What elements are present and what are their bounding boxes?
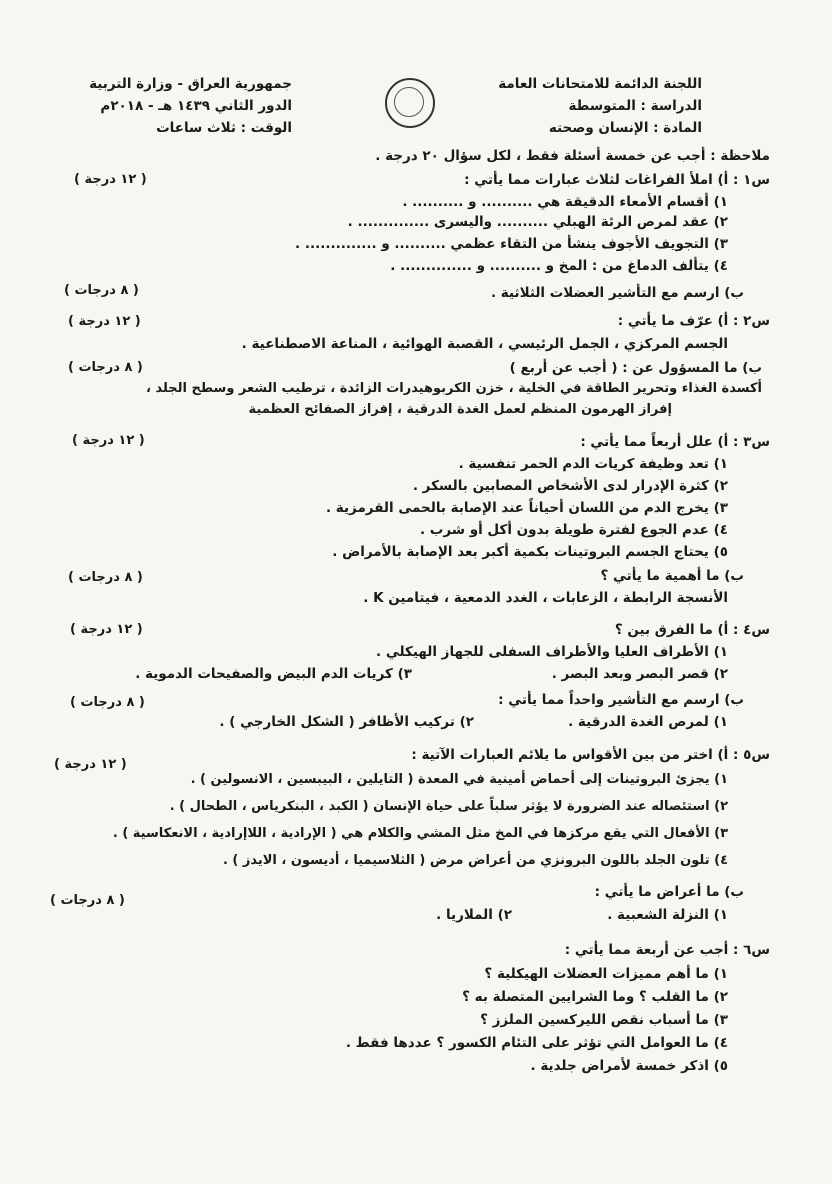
exam-note: ملاحظة : أجب عن خمسة أسئلة فقط ، لكل سؤال ٢٠ درجة .	[375, 148, 770, 164]
q5-item-4: ٤) تلون الجلد باللون البرونزي من أعراض مرض ( الثلاسيميا ، أديسون ، الايدز ) .	[222, 853, 728, 868]
q5-part-b-1: ١) النزلة الشعبية .	[607, 907, 728, 923]
q1-a-marks: ( ١٢ درجة )	[74, 172, 147, 187]
exam-time: الوقت : ثلاث ساعات	[156, 120, 292, 136]
q2-terms: الجسم المركزي ، الجمل الرئيسي ، القصبة الهوائية ، المناعة الاصطناعية .	[241, 336, 728, 352]
q1-item-3: ٣) التجويف الأجوف ينشأ من التقاء عظمي .......... و .............. .	[295, 236, 728, 252]
q5-b-marks: ( ٨ درجات )	[50, 893, 125, 908]
q5-item-1: ١) يجزئ البروتينات إلى أحماض أمينية في المعدة ( التايلين ، البيبسين ، الانسولين ) .	[190, 772, 728, 787]
q5-item-2: ٢) استئصاله عند الضرورة لا يؤثر سلباً على حياة الإنسان ( الكبد ، البنكرياس ، الطحال ) .	[169, 799, 728, 814]
q6-item-4: ٤) ما العوامل التي تؤثر على التئام الكسور ؟ عددها فقط .	[345, 1035, 728, 1051]
q4-heading: س٤ : أ) ما الفرق بين ؟	[614, 622, 770, 638]
q4-part-b-1: ١) لمرص الغدة الدرقية .	[568, 714, 728, 730]
q3-item-2: ٢) كثرة الإدرار لدى الأشخاص المصابين بالسكر .	[412, 478, 728, 494]
subject-name: المادة : الإنسان وصحته	[548, 120, 702, 136]
q6-item-1: ١) ما أهم مميزات العضلات الهيكلية ؟	[484, 966, 728, 982]
q3-part-b: ب) ما أهمية ما يأتي ؟	[600, 568, 744, 584]
q3-a-marks: ( ١٢ درجة )	[72, 433, 145, 448]
q1-item-2: ٢) عقد لمرص الرئة الهبلي .......... واليسرى .............. .	[347, 214, 728, 230]
q1-heading: س١ : أ) املأ الفراغات لثلاث عبارات مما يأتي :	[464, 172, 770, 188]
q3-part-b-terms: الأنسجة الرابطة ، الزعابات ، الغدد الدمعية ، فيتامين K .	[363, 590, 728, 606]
q2-part-b-line-1: أكسدة الغذاء وتحرير الطاقة في الخلية ، خزن الكربوهيدرات الزائدة ، ترطيب الشعر وسطح الجلد ،	[146, 381, 762, 396]
q3-item-5: ٥) يحتاج الجسم البروتينات بكمية أكبر بعد الإصابة بالأمراض .	[332, 544, 728, 560]
q2-part-b-line-2: إفراز الهرمون المنظم لعمل الغدة الدرقية ، إفراز الصفائح العظمية	[248, 402, 672, 417]
q3-item-4: ٤) عدم الجوع لفترة طويلة بدون أكل أو شرب .	[419, 522, 728, 538]
q6-item-5: ٥) اذكر خمسة لأمراض جلدية .	[530, 1058, 728, 1074]
q3-heading: س٣ : أ) علل أربعاً مما يأتي :	[580, 434, 770, 450]
q4-part-b-2: ٢) تركيب الأظافر ( الشكل الخارجي ) .	[219, 714, 474, 730]
q2-a-marks: ( ١٢ درجة )	[68, 314, 141, 329]
q1-b-marks: ( ٨ درجات )	[64, 283, 139, 298]
q1-part-b: ب) ارسم مع التأشير العضلات الثلاثية .	[490, 285, 744, 301]
q6-item-3: ٣) ما أسباب نقص الليركسين الملزز ؟	[480, 1012, 728, 1028]
q4-item-1: ١) الأطراف العليا والأطراف السفلى للجهاز الهيكلي .	[376, 644, 728, 660]
q3-b-marks: ( ٨ درجات )	[68, 570, 143, 585]
committee-name: اللجنة الدائمة للامتحانات العامة	[498, 76, 702, 92]
q1-item-1: ١) أقسام الأمعاء الدقيقة هي .......... و .......... .	[402, 194, 728, 210]
q6-heading: س٦ : أجب عن أربعة مما يأتي :	[564, 942, 770, 958]
q1-item-4: ٤) يتألف الدماغ من : المخ و .......... و .............. .	[390, 258, 728, 274]
q2-heading: س٢ : أ) عرّف ما يأتي :	[617, 313, 770, 329]
q5-part-b-2: ٢) الملاريا .	[436, 907, 512, 923]
ministry-name: جمهورية العراق - وزارة التربية	[89, 76, 292, 92]
q4-item-2: ٢) قصر البصر وبعد البصر .	[551, 666, 728, 682]
q3-item-1: ١) تعد وظيفة كريات الدم الحمر تنفسية .	[458, 456, 728, 472]
q5-part-b: ب) ما أعراض ما يأتي :	[594, 884, 744, 900]
ministry-seal-icon	[385, 78, 435, 128]
exam-round: الدور الثاني ١٤٣٩ هـ - ٢٠١٨م	[100, 98, 292, 114]
q2-part-b: ب) ما المسؤول عن : ( أجب عن أربع )	[509, 360, 762, 376]
q5-a-marks: ( ١٢ درجة )	[54, 757, 127, 772]
q2-b-marks: ( ٨ درجات )	[68, 360, 143, 375]
q4-a-marks: ( ١٢ درجة )	[70, 622, 143, 637]
q4-item-3: ٣) كريات الدم البيض والصفيحات الدموية .	[135, 666, 412, 682]
q4-b-marks: ( ٨ درجات )	[70, 695, 145, 710]
q3-item-3: ٣) يخرج الدم من اللسان أحياناً عند الإصابة بالحمى القرمزية .	[325, 500, 728, 516]
q4-part-b: ب) ارسم مع التأشير واحداً مما يأتي :	[498, 692, 744, 708]
q6-item-2: ٢) ما القلب ؟ وما الشرايين المتصلة به ؟	[462, 989, 728, 1005]
study-level: الدراسة : المتوسطة	[568, 98, 702, 114]
q5-heading: س٥ : أ) اختر من بين الأقواس ما يلائم العبارات الآتية :	[411, 747, 770, 763]
q5-item-3: ٣) الأفعال التي يقع مركزها في المخ مثل المشي والكلام هي ( الإرادية ، اللاإرادية ، الانعكاسية ) .	[112, 826, 728, 841]
